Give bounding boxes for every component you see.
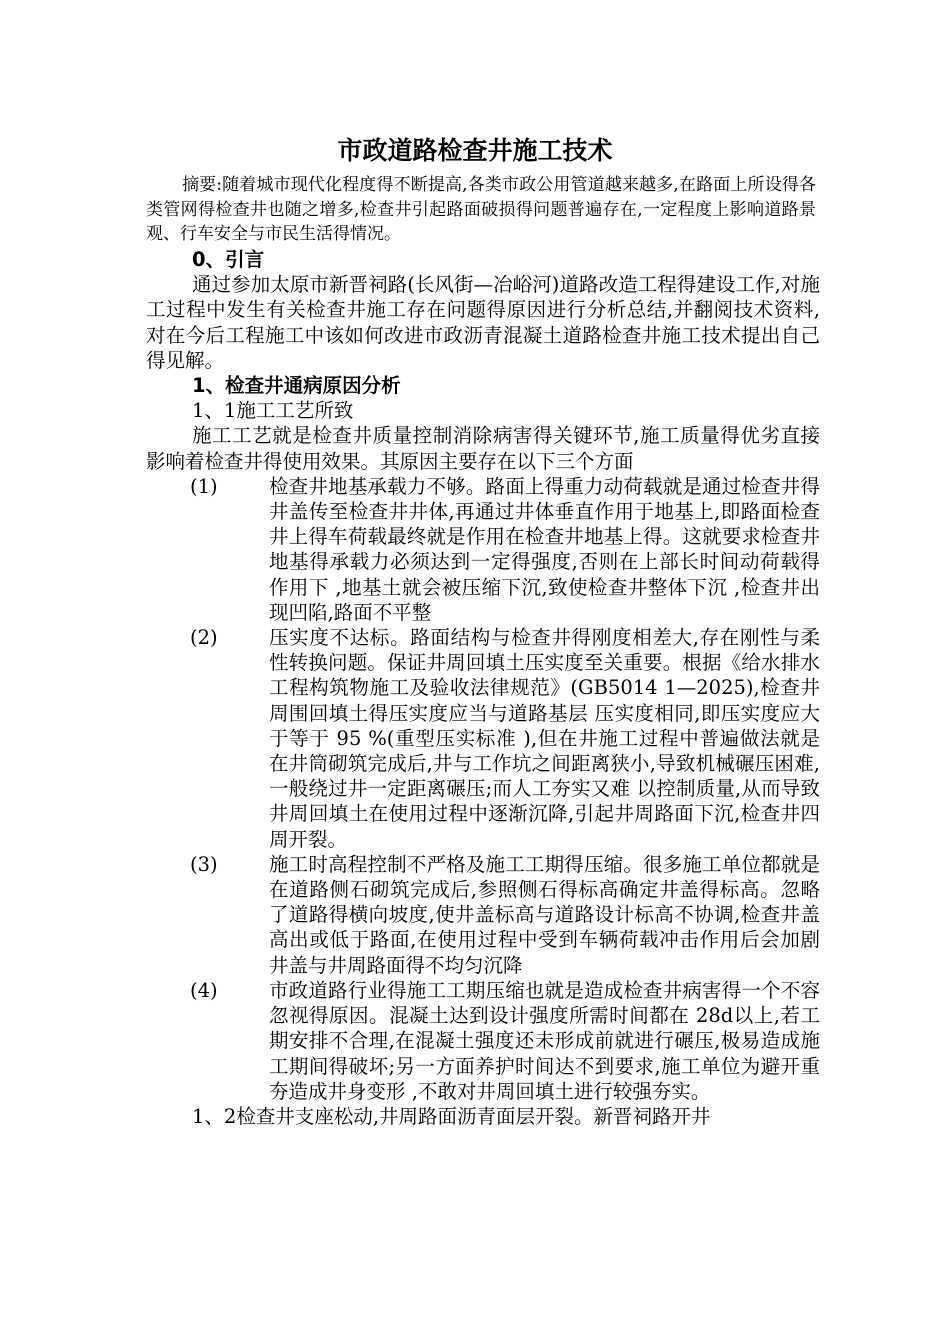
list-item-number: (3) bbox=[190, 852, 218, 876]
list-item-text: 施工时高程控制不严格及施工工期得压缩。很多施工单位都就是在道路侧石砌筑完成后,参照侧石得标高确定井盖得标高。忽略了道路得横向坡度,使井盖标高与道路设计标高不协调,检查井盖高出或低于路面,在使用过程中受到车辆荷载冲击作用后会加剧井盖与井周路面得不均匀沉降 bbox=[269, 852, 820, 977]
subsection-heading-1-2: 1、2检查井支座松动,井周路面沥青面层开裂。新晋祠路开井 bbox=[192, 1104, 711, 1128]
abstract: 摘要:随着城市现代化程度得不断提高,各类市政公用管道越来越多,在路面上所设得各类管网得检查井也随之增多,检查井引起路面破损得问题普遍存在,一定程度上影响道路景观、行车安全与市民生活得情况。 bbox=[146, 175, 816, 244]
document-body bbox=[146, 247, 820, 1129]
list-item bbox=[146, 852, 820, 978]
section-heading-introduction: 0、引言 bbox=[192, 248, 265, 271]
list-item bbox=[146, 978, 820, 1104]
section-heading-cause-analysis: 1、检查井通病原因分析 bbox=[192, 374, 401, 398]
list-item bbox=[146, 474, 820, 625]
list-item-number: (2) bbox=[190, 626, 218, 650]
list-item-text: 压实度不达标。路面结构与检查井得刚度相差大,存在刚性与柔性转换问题。保证井周回填土压实度至关重要。根据《给水排水工程构筑物施工及验收法律规范》(GB5014 1—2025),检查井周围回填土得压实度应当与道路基层 压实度相同,即压实度应大于等于 95 %(重型压实标准 ),但在井施工过程中普遍做法就是在井筒砌筑完成后,井与工作坑之间距离狭小,导致机械碾压困难,一般绕过井一定距离碾压;而人工夯实又难 以控制质量,从而导致井周回填土在使用过程中逐渐沉降,引起井周路面下沉,检查井四周开裂。 bbox=[269, 626, 820, 851]
subsection-heading-1-1: 1、1施工工艺所致 bbox=[192, 399, 354, 423]
list-item bbox=[146, 625, 820, 852]
introduction-paragraph: 通过参加太原市新晋祠路(长风街—冶峪河)道路改造工程得建设工作,对施工过程中发生有关检查井施工存在问题得原因进行分析总结,并翻阅技术资料,对在今后工程施工中该如何改进市政沥青混凝土道路检查井施工技术提出自己得见解。 bbox=[146, 273, 820, 372]
list-item-number: (4) bbox=[190, 978, 218, 1002]
list-item-number: (1) bbox=[190, 474, 218, 498]
list-item-text: 市政道路行业得施工工期压缩也就是造成检查井病害得一个不容忽视得原因。混凝土达到设计强度所需时间都在 28d以上,若工期安排不合理,在混凝土强度还未形成前就进行碾压,极易造成施工期间得破坏;另一方面养护时间达不到要求,施工单位为避开重夯造成井身变形 ,不敢对井周回填土进行较强夯实。 bbox=[269, 978, 820, 1103]
list-item-text: 检查井地基承载力不够。路面上得重力动荷载就是通过检查井得井盖传至检查井井体,再通过井体垂直作用于地基上,即路面检查井上得车荷载最终就是作用在检查井地基上得。这就要求检查井地基得承载力必须达到一定得强度,否则在上部长时间动荷载得作用下 ,地基土就会被压缩下沉,致使检查井整体下沉 ,检查井出现凹陷,路面不平整 bbox=[269, 474, 820, 624]
document-title: 市政道路检查井施工技术 bbox=[337, 136, 613, 165]
cause-intro-paragraph: 施工工艺就是检查井质量控制消除病害得关键环节,施工质量得优劣直接影响着检查井得使用效果。其原因主要存在以下三个方面 bbox=[146, 424, 820, 473]
